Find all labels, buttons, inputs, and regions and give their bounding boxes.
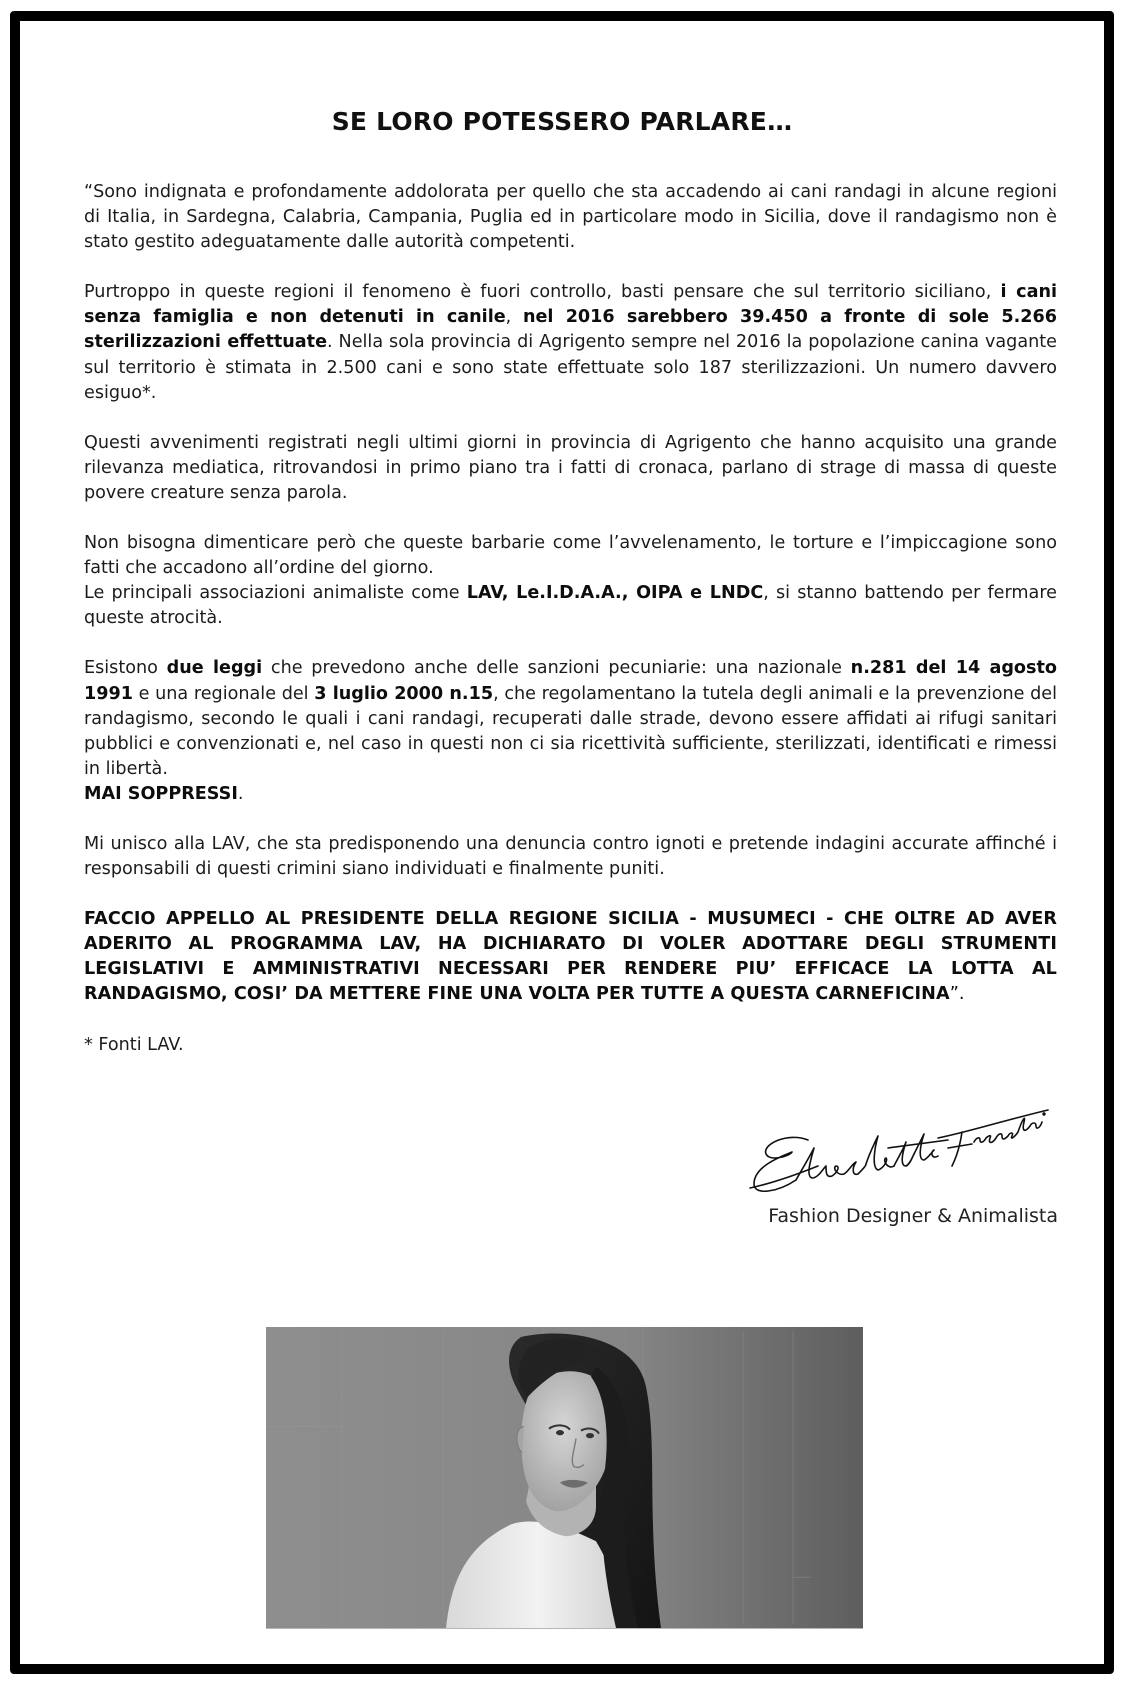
text-line: [84, 782, 1057, 807]
bold-run: i cani senza famiglia e non detenuti in canile: [84, 282, 1058, 328]
paragraph-intro: “Sono indignata e profondamente addolorata per quello che sta accadendo ai cani randagi in alcune regioni di Italia, in Sardegna, Calabria, Campania, Puglia ed in particolare modo in Sicilia, dove il randagismo non è stato gestito adeguatamente dalle autorità competenti.: [84, 182, 1057, 253]
bold-run: nel 2016 sarebbero 39.450 a fronte di sole 5.266 sterilizzazioni effettuate: [84, 307, 1057, 353]
page-title: SE LORO POTESSERO PARLARE…: [331, 107, 793, 136]
bold-run: due leggi: [166, 658, 263, 679]
text-run: .: [237, 783, 244, 804]
paragraph-laws: [84, 656, 1057, 807]
text-line: Non bisogna dimenticare però che queste barbarie come l’avvelenamento, le torture e l’impiccagione sono fatti che accadono all’ordine del giorno.: [84, 533, 1057, 579]
signature-caption: Fashion Designer & Animalista: [768, 1205, 1058, 1227]
text-run: Purtroppo in queste regioni il fenomeno è fuori controllo, basti pensare che sul territorio siciliano,: [84, 282, 1001, 303]
paragraph-appeal: [84, 907, 1057, 1007]
text-run: ”.: [949, 984, 965, 1005]
paragraph-lav: Mi unisco alla LAV, che sta predisponendo una denuncia contro ignoti e pretende indagini accurate affinché i responsabili di questi crimini siano individuati e finalmente puniti.: [84, 833, 1057, 880]
text-run: Le principali associazioni animaliste come: [84, 583, 467, 604]
text-run: che prevedono anche delle sanzioni pecuniarie: una nazionale: [262, 658, 851, 679]
text-run: , si stanno battendo per fermare queste atrocità.: [84, 583, 1057, 629]
bold-run: FACCIO APPELLO AL PRESIDENTE DELLA REGIONE SICILIA - MUSUMECI - CHE OLTRE AD AVER ADERITO AL PROGRAMMA LAV, HA DICHIARATO DI VOLER ADOTTARE DEGLI STRUMENTI LEGISLATIVI E AMMINISTRATIVI NECESSARI PER RENDERE PIU’ EFFICACE LA LOTTA AL RANDAGISMO, COSI’ DA METTERE FINE UNA VOLTA PER TUTTE A QUESTA CARNEFICINA: [84, 909, 1057, 1005]
text-run: e una regionale del: [132, 683, 315, 704]
handwritten-signature-icon: [748, 1092, 1058, 1202]
text-run: , che regolamentano la tutela degli animali e la prevenzione del randagismo, secondo le quali i cani randagi, recuperati dalle strade, devono essere affidati ai rifugi sanitari pubblici e convenzionati e, nel caso in questi non ci sia ricettività sufficiente, sterilizzati, identificati e rimessi in libertà.: [84, 683, 1058, 779]
bold-run: MAI SOPPRESSI: [84, 783, 238, 804]
paragraph-associations: [84, 531, 1057, 631]
paragraph-events: Questi avvenimenti registrati negli ultimi giorni in provincia di Agrigento che hanno acquisito una grande rilevanza mediatica, ritrovandosi in primo piano tra i fatti di cronaca, parlano di strage di massa di queste povere creature senza parola.: [84, 432, 1057, 503]
portrait-photo: [266, 1327, 863, 1629]
text-run: . Nella sola provincia di Agrigento sempre nel 2016 la popolazione canina vagante sul territorio è stimata in 2.500 cani e sono state effettuate solo 187 sterilizzazioni. Un numero davvero esiguo*.: [84, 332, 1058, 403]
bold-run: LAV, Le.I.D.A.A., OIPA e LNDC: [466, 583, 764, 604]
signature: [748, 1092, 1058, 1202]
footnote: * Fonti LAV.: [84, 1034, 184, 1055]
portrait-image-icon: [266, 1327, 863, 1628]
paragraph-statistics: [84, 280, 1057, 405]
text-run: Esistono: [84, 658, 167, 679]
letter-body: [84, 180, 1057, 1083]
bold-run: n.281 del 14 agosto 1991: [84, 658, 1057, 704]
text-run: ,: [505, 307, 523, 328]
bold-run: 3 luglio 2000 n.15: [314, 683, 494, 704]
